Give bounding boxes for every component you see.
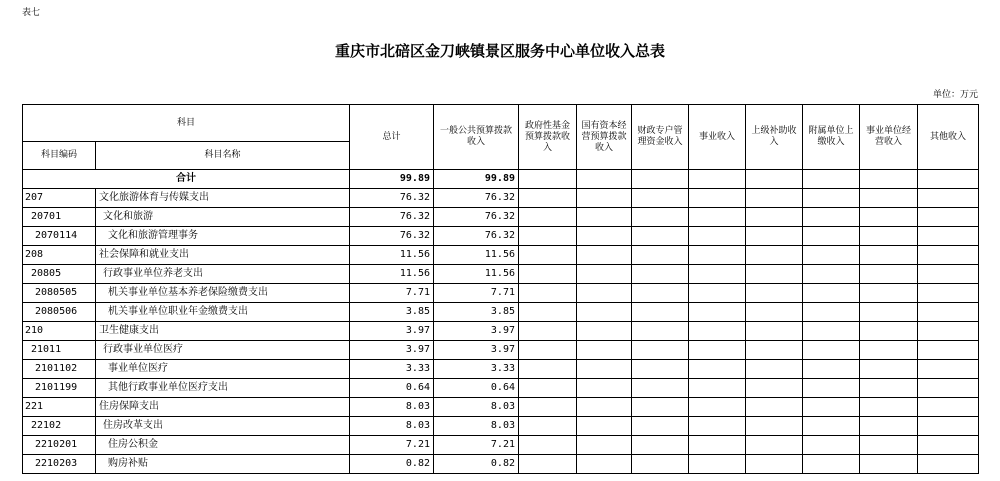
general-budget-cell: 3.97 [434, 341, 519, 360]
total-cell: 0.82 [350, 455, 434, 474]
general-budget-cell: 7.71 [434, 284, 519, 303]
empty-cell [577, 227, 632, 246]
empty-cell [577, 189, 632, 208]
empty-cell [577, 322, 632, 341]
general-budget-cell: 7.21 [434, 436, 519, 455]
empty-cell [632, 436, 689, 455]
total-cell: 8.03 [350, 398, 434, 417]
empty-cell [519, 455, 577, 474]
empty-cell [632, 265, 689, 284]
empty-cell [803, 265, 860, 284]
total-cell: 76.32 [350, 189, 434, 208]
table-row [23, 265, 979, 284]
empty-cell [860, 227, 918, 246]
empty-cell [860, 284, 918, 303]
general-budget-cell: 0.82 [434, 455, 519, 474]
table-row [23, 322, 979, 341]
empty-cell [860, 208, 918, 227]
empty-cell [689, 189, 746, 208]
empty-cell [860, 303, 918, 322]
total-cell: 8.03 [350, 417, 434, 436]
empty-cell [860, 398, 918, 417]
empty-cell [746, 455, 803, 474]
subject-name-cell: 文化和旅游 [96, 208, 350, 227]
empty-cell [918, 265, 979, 284]
empty-cell [519, 303, 577, 322]
empty-cell [918, 246, 979, 265]
empty-cell [746, 208, 803, 227]
empty-cell [746, 436, 803, 455]
empty-cell [519, 398, 577, 417]
empty-cell [632, 189, 689, 208]
empty-cell [689, 208, 746, 227]
total-value: 99.89 [350, 170, 434, 189]
subject-name-cell: 其他行政事业单位医疗支出 [96, 379, 350, 398]
general-budget-cell: 3.33 [434, 360, 519, 379]
table-row [23, 398, 979, 417]
subject-name-cell: 行政事业单位医疗 [96, 341, 350, 360]
subject-code-cell: 20701 [23, 208, 96, 227]
empty-cell [918, 436, 979, 455]
empty-cell [632, 379, 689, 398]
header-subject-name: 科目名称 [96, 142, 350, 170]
empty-cell [689, 379, 746, 398]
empty-cell [803, 208, 860, 227]
empty-cell [689, 246, 746, 265]
subject-code-cell: 2070114 [23, 227, 96, 246]
empty-cell [519, 246, 577, 265]
empty-cell [632, 341, 689, 360]
total-cell: 7.21 [350, 436, 434, 455]
empty-cell [689, 455, 746, 474]
general-budget-cell: 0.64 [434, 379, 519, 398]
empty-cell [519, 208, 577, 227]
table-row [23, 303, 979, 322]
empty-cell [689, 398, 746, 417]
header-fiscal-special: 财政专户管理资金收入 [632, 105, 689, 170]
subject-code-cell: 2080506 [23, 303, 96, 322]
empty-cell [689, 341, 746, 360]
subject-name-cell: 社会保障和就业支出 [96, 246, 350, 265]
empty-cell [632, 208, 689, 227]
total-cell: 11.56 [350, 265, 434, 284]
empty-cell [746, 322, 803, 341]
empty-cell [746, 341, 803, 360]
header-business-income: 事业收入 [689, 105, 746, 170]
subject-name-cell: 文化旅游体育与传媒支出 [96, 189, 350, 208]
header-other-income: 其他收入 [918, 105, 979, 170]
document-tag: 表七 [22, 8, 41, 18]
empty-cell [860, 322, 918, 341]
empty-cell [918, 303, 979, 322]
subject-name-cell: 住房改革支出 [96, 417, 350, 436]
empty-cell [689, 284, 746, 303]
header-general-budget: 一般公共预算拨款收入 [434, 105, 519, 170]
total-cell: 3.85 [350, 303, 434, 322]
empty-cell [577, 265, 632, 284]
total-cell: 76.32 [350, 208, 434, 227]
subject-name-cell: 机关事业单位基本养老保险缴费支出 [96, 284, 350, 303]
empty-cell [918, 379, 979, 398]
subject-name-cell: 文化和旅游管理事务 [96, 227, 350, 246]
subject-code-cell: 21011 [23, 341, 96, 360]
empty-cell [803, 436, 860, 455]
empty-cell [689, 436, 746, 455]
general-budget-cell: 3.97 [434, 322, 519, 341]
empty-cell [577, 284, 632, 303]
empty-cell [746, 227, 803, 246]
empty-cell [519, 417, 577, 436]
table-row [23, 341, 979, 360]
empty-cell [860, 436, 918, 455]
empty-cell [519, 284, 577, 303]
header-affiliated-payment: 附属单位上缴收入 [803, 105, 860, 170]
table-row [23, 227, 979, 246]
empty-cell [519, 189, 577, 208]
empty-cell [689, 303, 746, 322]
empty-cell [632, 284, 689, 303]
empty-cell [746, 303, 803, 322]
empty-cell [918, 227, 979, 246]
subject-code-cell: 2210203 [23, 455, 96, 474]
header-subject-code: 科目编码 [23, 142, 96, 170]
subject-code-cell: 207 [23, 189, 96, 208]
subject-code-cell: 221 [23, 398, 96, 417]
empty-cell [689, 417, 746, 436]
empty-cell [746, 417, 803, 436]
empty-cell [803, 379, 860, 398]
total-cell: 3.33 [350, 360, 434, 379]
subject-code-cell: 208 [23, 246, 96, 265]
empty-cell [860, 265, 918, 284]
empty-cell [632, 303, 689, 322]
general-budget-cell: 11.56 [434, 265, 519, 284]
unit-label: 单位：万元 [932, 90, 978, 100]
empty-cell [803, 303, 860, 322]
total-cell: 11.56 [350, 246, 434, 265]
empty-cell [519, 227, 577, 246]
document-title: 重庆市北碚区金刀峡镇景区服务中心单位收入总表 [334, 42, 665, 60]
empty-cell [577, 398, 632, 417]
total-label: 合计 [23, 170, 350, 189]
header-subject: 科目 [23, 105, 350, 142]
table-row [23, 284, 979, 303]
empty-cell [803, 341, 860, 360]
table-row [23, 246, 979, 265]
empty-cell [519, 360, 577, 379]
table-row [23, 379, 979, 398]
subject-code-cell: 2101102 [23, 360, 96, 379]
table-row [23, 436, 979, 455]
general-budget-cell: 8.03 [434, 398, 519, 417]
empty-cell [746, 246, 803, 265]
general-budget-cell: 76.32 [434, 208, 519, 227]
empty-cell [577, 341, 632, 360]
empty-cell [803, 360, 860, 379]
empty-cell [632, 398, 689, 417]
empty-cell [689, 265, 746, 284]
subject-name-cell: 住房公积金 [96, 436, 350, 455]
empty-cell [577, 379, 632, 398]
empty-cell [519, 379, 577, 398]
empty-cell [689, 322, 746, 341]
empty-cell [577, 246, 632, 265]
empty-cell [632, 455, 689, 474]
empty-cell [803, 227, 860, 246]
empty-cell [746, 189, 803, 208]
empty-cell [632, 417, 689, 436]
empty-cell [577, 303, 632, 322]
empty-cell [918, 208, 979, 227]
empty-cell [918, 341, 979, 360]
empty-cell [519, 341, 577, 360]
empty-cell [918, 322, 979, 341]
general-budget-cell: 11.56 [434, 246, 519, 265]
empty-cell [860, 341, 918, 360]
empty-cell [746, 379, 803, 398]
subject-code-cell: 20805 [23, 265, 96, 284]
subject-name-cell: 机关事业单位职业年金缴费支出 [96, 303, 350, 322]
empty-cell [918, 284, 979, 303]
total-general-value: 99.89 [434, 170, 519, 189]
header-superior-subsidy: 上级补助收入 [746, 105, 803, 170]
table-row [23, 189, 979, 208]
empty-cell [918, 417, 979, 436]
empty-cell [860, 379, 918, 398]
empty-cell [860, 189, 918, 208]
table-row [23, 360, 979, 379]
total-cell: 0.64 [350, 379, 434, 398]
total-row [23, 170, 979, 189]
empty-cell [803, 455, 860, 474]
header-business-operation: 事业单位经营收入 [860, 105, 918, 170]
general-budget-cell: 76.32 [434, 227, 519, 246]
empty-cell [519, 436, 577, 455]
subject-name-cell: 住房保障支出 [96, 398, 350, 417]
empty-cell [632, 360, 689, 379]
subject-name-cell: 购房补贴 [96, 455, 350, 474]
empty-cell [918, 360, 979, 379]
table-row [23, 417, 979, 436]
empty-cell [860, 360, 918, 379]
empty-cell [803, 417, 860, 436]
empty-cell [803, 322, 860, 341]
empty-cell [632, 227, 689, 246]
empty-cell [746, 360, 803, 379]
empty-cell [577, 455, 632, 474]
total-cell: 7.71 [350, 284, 434, 303]
empty-cell [632, 246, 689, 265]
subject-code-cell: 22102 [23, 417, 96, 436]
empty-cell [746, 398, 803, 417]
subject-name-cell: 行政事业单位养老支出 [96, 265, 350, 284]
empty-cell [746, 265, 803, 284]
empty-cell [577, 436, 632, 455]
empty-cell [746, 284, 803, 303]
general-budget-cell: 3.85 [434, 303, 519, 322]
empty-cell [860, 455, 918, 474]
empty-cell [577, 208, 632, 227]
empty-cell [918, 189, 979, 208]
income-table [22, 104, 979, 474]
header-total: 总计 [350, 105, 434, 170]
empty-cell [577, 417, 632, 436]
empty-cell [577, 360, 632, 379]
subject-name-cell: 卫生健康支出 [96, 322, 350, 341]
empty-cell [918, 398, 979, 417]
header-state-capital: 国有资本经营预算拨款收入 [577, 105, 632, 170]
subject-code-cell: 210 [23, 322, 96, 341]
table-row [23, 455, 979, 474]
empty-cell [803, 398, 860, 417]
empty-cell [632, 322, 689, 341]
total-cell: 3.97 [350, 341, 434, 360]
empty-cell [519, 322, 577, 341]
empty-cell [689, 360, 746, 379]
empty-cell [803, 246, 860, 265]
empty-cell [918, 455, 979, 474]
empty-cell [803, 284, 860, 303]
total-cell: 3.97 [350, 322, 434, 341]
header-gov-fund: 政府性基金预算拨款收入 [519, 105, 577, 170]
total-cell: 76.32 [350, 227, 434, 246]
subject-name-cell: 事业单位医疗 [96, 360, 350, 379]
empty-cell [860, 246, 918, 265]
general-budget-cell: 8.03 [434, 417, 519, 436]
empty-cell [860, 417, 918, 436]
empty-cell [803, 189, 860, 208]
table-row [23, 208, 979, 227]
empty-cell [689, 227, 746, 246]
empty-cell [519, 265, 577, 284]
general-budget-cell: 76.32 [434, 189, 519, 208]
subject-code-cell: 2210201 [23, 436, 96, 455]
subject-code-cell: 2080505 [23, 284, 96, 303]
subject-code-cell: 2101199 [23, 379, 96, 398]
